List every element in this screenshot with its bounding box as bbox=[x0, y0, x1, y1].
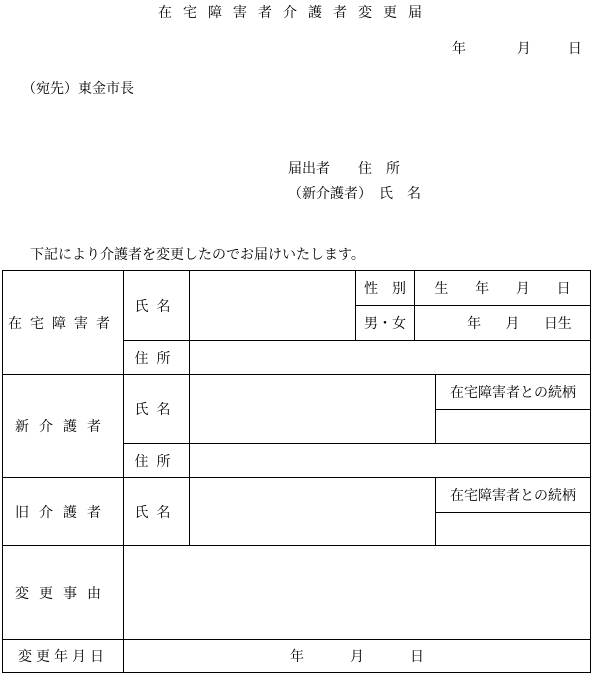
change-date-label: 変更年月日 bbox=[3, 640, 124, 673]
birth-label: 生 bbox=[434, 281, 449, 297]
old-carer-name-field[interactable] bbox=[190, 478, 436, 546]
new-carer-relation-field[interactable] bbox=[436, 410, 591, 444]
notification-table bbox=[2, 270, 591, 673]
birth-month-field-label: 月 bbox=[505, 316, 520, 332]
year-label: 年 bbox=[452, 41, 466, 57]
disabled-name-label: 氏名 bbox=[124, 271, 190, 341]
change-day-label: 日 bbox=[410, 649, 424, 665]
month-label: 月 bbox=[516, 41, 531, 57]
born-suffix-label: 日生 bbox=[543, 316, 572, 332]
sex-label: 性 別 bbox=[356, 271, 415, 306]
disabled-address-label: 住所 bbox=[124, 341, 190, 375]
change-date-field[interactable] bbox=[124, 640, 591, 673]
form-title: 在宅障害者介護者変更届 bbox=[158, 5, 433, 21]
change-year-label: 年 bbox=[290, 649, 304, 665]
birth-day-label: 日 bbox=[556, 281, 571, 297]
new-carer-address-label: 住所 bbox=[124, 444, 190, 478]
old-carer-relation-field[interactable] bbox=[436, 513, 591, 546]
old-carer-relation-label: 在宅障害者との続柄 bbox=[436, 478, 591, 513]
new-carer-address-field[interactable] bbox=[190, 444, 591, 478]
new-carer-relation-label: 在宅障害者との続柄 bbox=[436, 375, 591, 410]
old-carer-label: 旧介護者 bbox=[3, 478, 124, 546]
birth-date-header bbox=[415, 271, 591, 306]
intro-text: 下記により介護者を変更したのでお届けいたします。 bbox=[30, 247, 365, 263]
new-carer-label: 新介護者 bbox=[3, 375, 124, 478]
submission-date bbox=[452, 38, 582, 58]
day-label: 日 bbox=[567, 41, 582, 57]
birth-month-label: 月 bbox=[515, 281, 530, 297]
applicant-address-label: 届出者 住 所 bbox=[288, 161, 400, 177]
new-carer-name-field[interactable] bbox=[190, 375, 436, 444]
reason-label: 変更事由 bbox=[3, 546, 124, 640]
birth-year-field-label: 年 bbox=[467, 316, 482, 332]
sex-field[interactable]: 男・女 bbox=[356, 306, 415, 341]
old-carer-name-label: 氏名 bbox=[124, 478, 190, 546]
birth-date-field[interactable] bbox=[415, 306, 591, 341]
reason-field[interactable] bbox=[124, 546, 591, 640]
change-month-label: 月 bbox=[350, 649, 364, 665]
disabled-address-field[interactable] bbox=[190, 341, 591, 375]
disabled-person-label: 在宅障害者 bbox=[3, 271, 124, 375]
new-carer-name-label: 氏名 bbox=[124, 375, 190, 444]
applicant-name-label: （新介護者） 氏 名 bbox=[288, 186, 421, 202]
disabled-name-field[interactable] bbox=[190, 271, 356, 341]
birth-year-label: 年 bbox=[475, 281, 490, 297]
applicant-block bbox=[288, 157, 421, 207]
addressee: （宛先）東金市長 bbox=[22, 81, 134, 97]
